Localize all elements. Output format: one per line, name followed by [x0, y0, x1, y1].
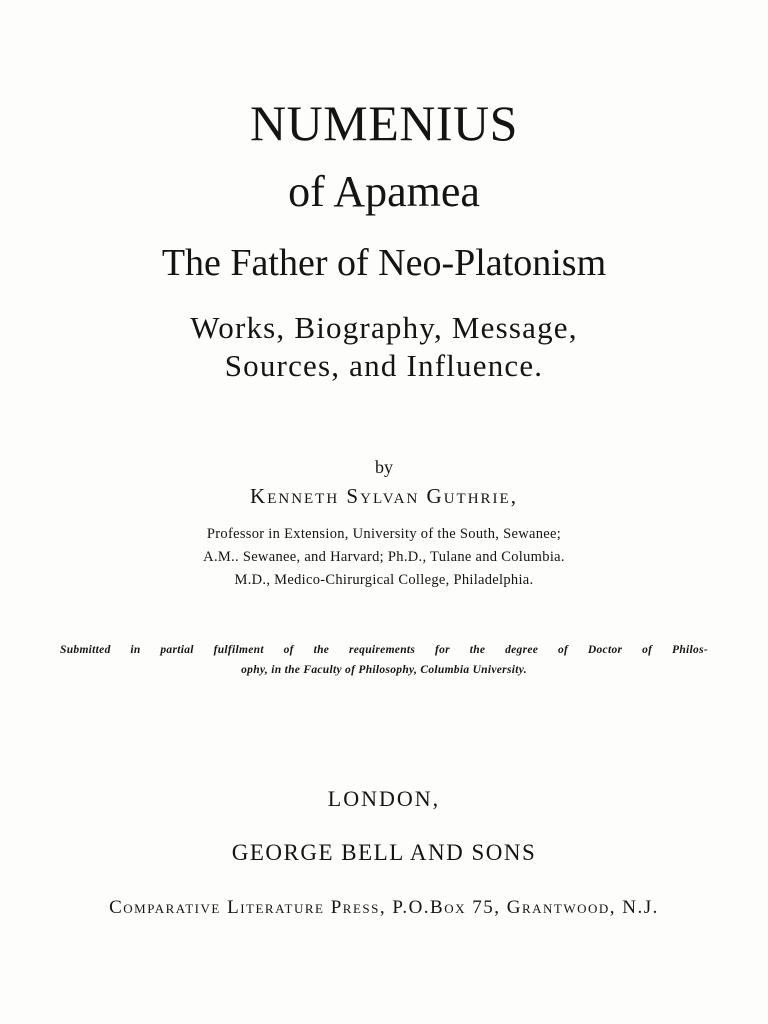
description-line-1: Works, Biography, Message,	[190, 310, 578, 345]
imprint-publisher: GEORGE BELL AND SONS	[231, 840, 537, 865]
credential-line: M.D., Medico-Chirurgical College, Philadelphia.	[234, 572, 534, 588]
imprint-press: Comparative Literature Press, P.O.Box 75, Grantwood, N.J.	[109, 897, 659, 918]
book-tagline: The Father of Neo-Platonism	[161, 242, 607, 284]
dissertation-note-line-2: ophy, in the Faculty of Philosophy, Columbia University.	[241, 664, 527, 676]
credential-line: Professor in Extension, University of the South, Sewanee;	[206, 526, 562, 542]
dissertation-note-line-1: Submitted in partial fulfilment of the requirements for the degree of Doctor of Philos-	[60, 644, 708, 656]
by-label: by	[375, 457, 393, 477]
book-subtitle: of Apamea	[288, 167, 480, 216]
credential-line: A.M.. Sewanee, and Harvard; Ph.D., Tulane and Columbia.	[203, 549, 565, 565]
author-name: Kenneth Sylvan Guthrie,	[250, 484, 518, 508]
description-line-2: Sources, and Influence.	[224, 348, 544, 383]
imprint-city: LONDON,	[327, 786, 441, 811]
book-title: NUMENIUS	[250, 95, 518, 151]
